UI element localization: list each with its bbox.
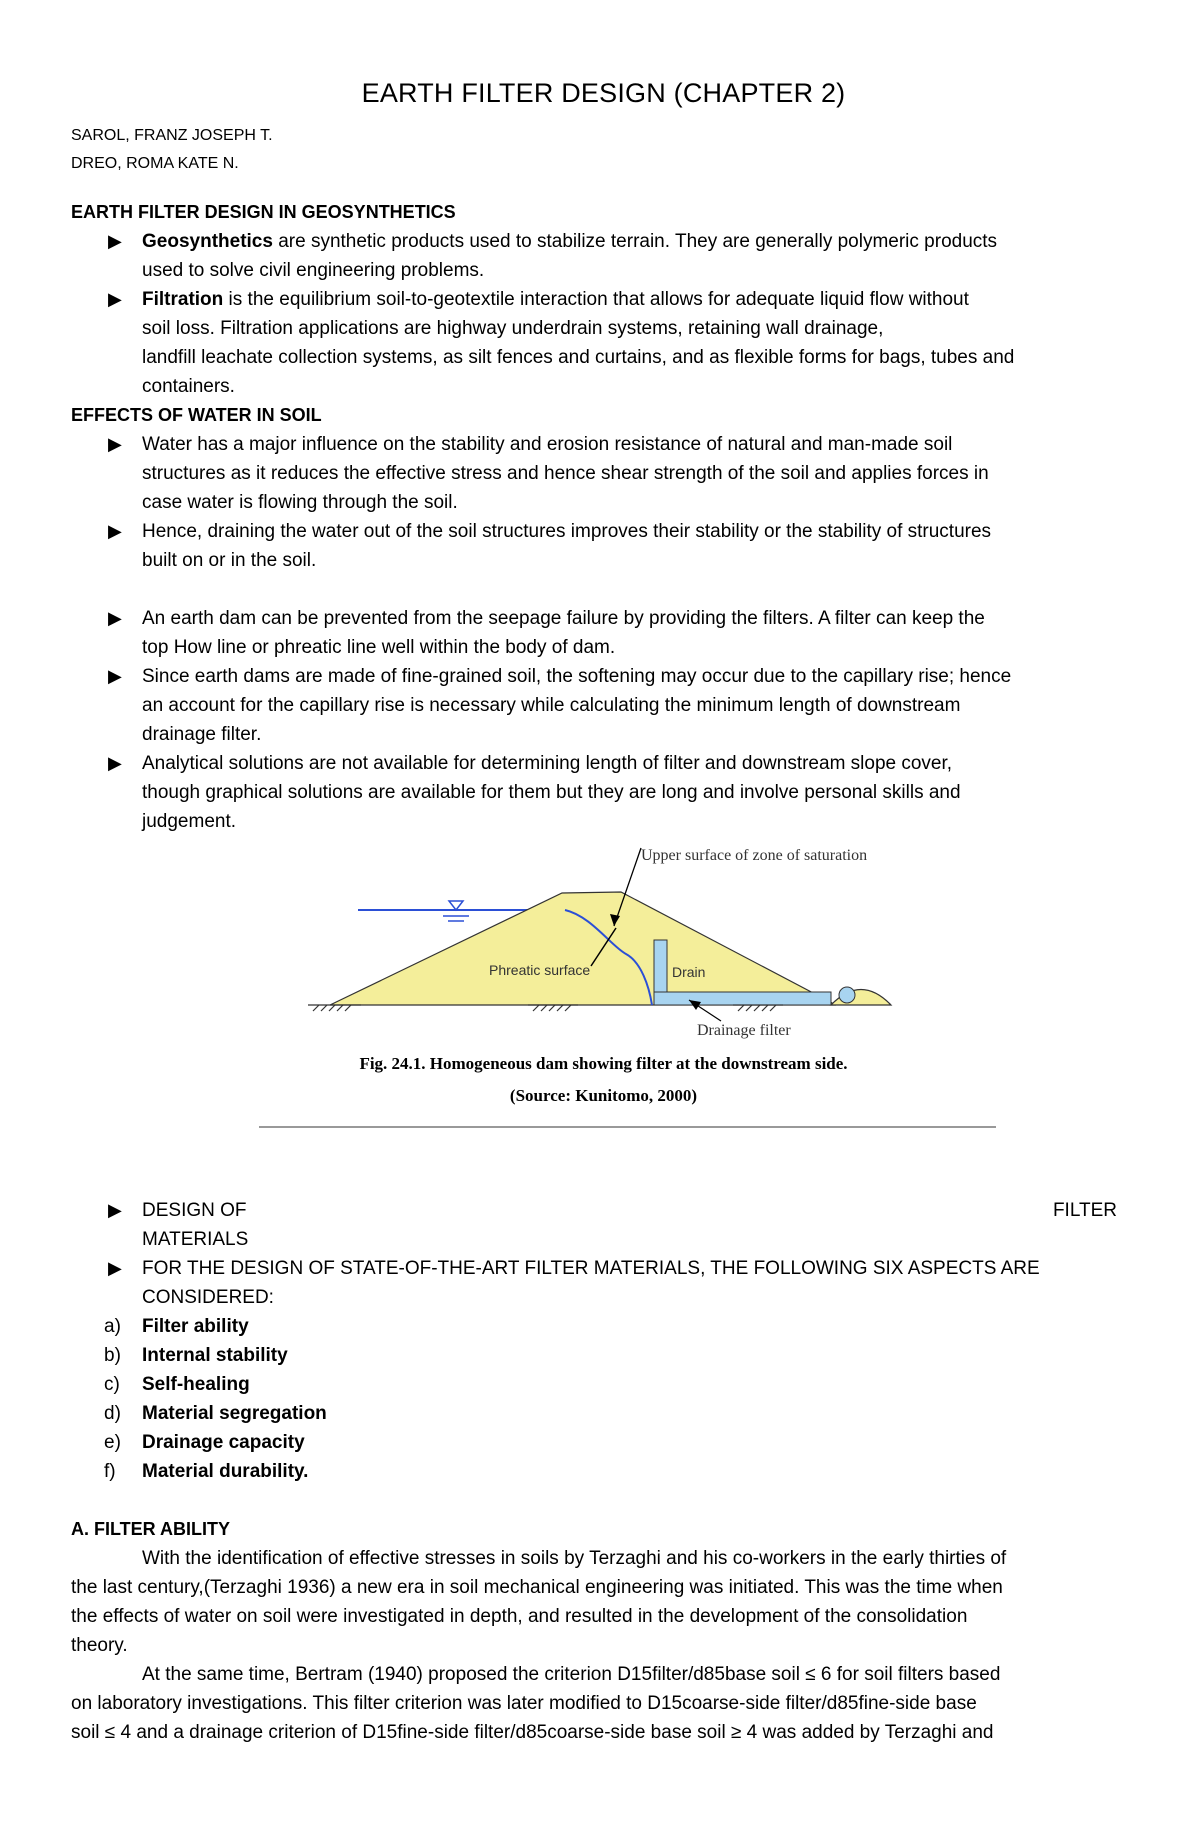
bullet-list [71,430,1136,575]
item-text: DESIGN OF [142,1200,247,1221]
list-marker: c) [104,1374,120,1395]
bullet-list [71,604,1136,836]
item-text: Since earth dams are made of fine-grained soil, the softening may occur due to the capillary rise; hence [142,666,1012,687]
item-text: Hence, draining the water out of the soil structures improves their stability or the stability of structures [142,521,992,542]
ground-hatching [308,1005,783,1011]
item-text: case water is flowing through the soil. [142,492,458,513]
triangle-bullet-icon: ▶ [108,289,122,309]
document-page [71,70,1136,1747]
list-item [71,1312,1136,1341]
item-text: Material segregation [142,1403,327,1424]
triangle-bullet-icon: ▶ [108,1200,122,1220]
list-item [71,604,1136,662]
item-text: Filter ability [142,1316,249,1337]
section-heading-water: EFFECTS OF WATER IN SOIL [71,405,322,425]
aspect-list [71,1312,1136,1486]
item-text: structures as it reduces the effective stress and hence shear strength of the soil and applies forces in [142,463,989,484]
item-text: Analytical solutions are not available for determining length of filter and downstream slope cover, [142,753,953,774]
triangle-bullet-icon: ▶ [108,434,122,454]
item-text: FILTER [1052,1200,1117,1221]
list-item [71,1254,1136,1312]
list-item [71,227,1136,285]
item-text: judgement. [142,811,237,832]
drainage-filter-label: Drainage filter [697,1022,791,1039]
figure-caption: Fig. 24.1. Homogeneous dam showing filter at the downstream side. [359,1054,848,1073]
bullet-list [71,1196,1136,1312]
toe-drain-pipe [839,987,855,1003]
item-text: are synthetic products used to stabilize terrain. They are generally polymeric products [272,231,998,252]
item-text: FOR THE DESIGN OF STATE-OF-THE-ART FILTER MATERIALS, THE FOLLOWING SIX ASPECTS ARE [142,1258,1040,1279]
list-marker: b) [104,1345,121,1366]
item-text: is the equilibrium soil-to-geotextile interaction that allows for adequate liquid flow without [223,289,969,310]
figure-source: (Source: Kunitomo, 2000) [509,1086,698,1105]
paragraph: At the same time, Bertram (1940) proposed the criterion D15filter/d85base soil ≤ 6 for soil filters based on laboratory investigations. This filter criterion was later modified to D15coarse-side filter/d85fine-side base soil ≤ 4 and a drainage criterion of D15fine-side filter/d85coarse-side base soil ≥ 4 was added by Terzaghi and [71,1664,1001,1743]
drain-horizontal [654,992,831,1005]
document-title: EARTH FILTER DESIGN (CHAPTER 2) [361,78,846,108]
item-text: Water has a major influence on the stability and erosion resistance of natural and man-made soil [142,434,953,455]
list-item [71,1457,1136,1486]
item-text: built on or in the soil. [142,550,317,571]
list-item [71,749,1136,836]
phreatic-surface-label: Phreatic surface [489,962,591,978]
item-text: MATERIALS [142,1229,249,1250]
item-text: drainage filter. [142,724,262,745]
section-heading-filter-ability: A. FILTER ABILITY [71,1519,230,1539]
item-text: Material durability. [142,1461,309,1482]
list-item [71,285,1136,401]
item-text: landfill leachate collection systems, as silt fences and curtains, and as flexible forms for bags, tubes and [142,347,1015,368]
item-text: used to solve civil engineering problems. [142,260,485,281]
section-heading-geosynthetics: EARTH FILTER DESIGN IN GEOSYNTHETICS [71,202,456,222]
term-bold: Filtration [142,289,224,310]
triangle-bullet-icon: ▶ [108,231,122,251]
triangle-bullet-icon: ▶ [108,521,122,541]
water-level-icon [449,901,463,910]
bullet-list [71,227,1136,401]
list-item [71,1341,1136,1370]
paragraph: With the identification of effective stresses in soils by Terzaghi and his co-workers in the early thirties of the last century,(Terzaghi 1936) a new era in soil mechanical engineering was initiated. This was the time when the effects of water on soil were investigated in depth, and resulted in the development of the consolidation theory. [71,1548,1007,1656]
upper-surface-label: Upper surface of zone of saturation [641,847,868,864]
list-item [71,662,1136,749]
authors-block [71,122,1136,178]
term-bold: Geosynthetics [142,231,273,252]
list-item [71,517,1136,575]
dam-diagram [71,836,1136,1196]
item-text: an account for the capillary rise is necessary while calculating the minimum length of downstream [142,695,961,716]
divider-line [259,1126,996,1128]
list-marker: e) [104,1432,121,1453]
drain-label: Drain [672,964,706,980]
item-text: though graphical solutions are available for them but they are long and involve personal skills and [142,782,961,803]
list-item [71,430,1136,517]
triangle-bullet-icon: ▶ [108,666,122,686]
item-text: CONSIDERED: [142,1287,274,1308]
item-text: An earth dam can be prevented from the seepage failure by providing the filters. A filter can keep the [142,608,985,629]
author-name: SAROL, FRANZ JOSEPH T. [71,127,273,144]
list-item [71,1370,1136,1399]
triangle-bullet-icon: ▶ [108,608,122,628]
item-text: Internal stability [142,1345,288,1366]
list-marker: f) [104,1461,116,1482]
triangle-bullet-icon: ▶ [108,753,122,773]
item-text: soil loss. Filtration applications are highway underdrain systems, retaining wall drainage, [142,318,884,339]
list-item [71,1428,1136,1457]
dam-body [330,892,836,1005]
triangle-bullet-icon: ▶ [108,1258,122,1278]
item-text: Drainage capacity [142,1432,305,1453]
dam-figure [71,836,1136,1196]
item-text: top How line or phreatic line well within the body of dam. [142,637,616,658]
list-item [71,1196,1136,1254]
list-marker: d) [104,1403,121,1424]
item-text: containers. [142,376,235,397]
item-text: Self-healing [142,1374,250,1395]
author-name: DREO, ROMA KATE N. [71,155,239,172]
list-item [71,1399,1136,1428]
list-marker: a) [104,1316,121,1337]
